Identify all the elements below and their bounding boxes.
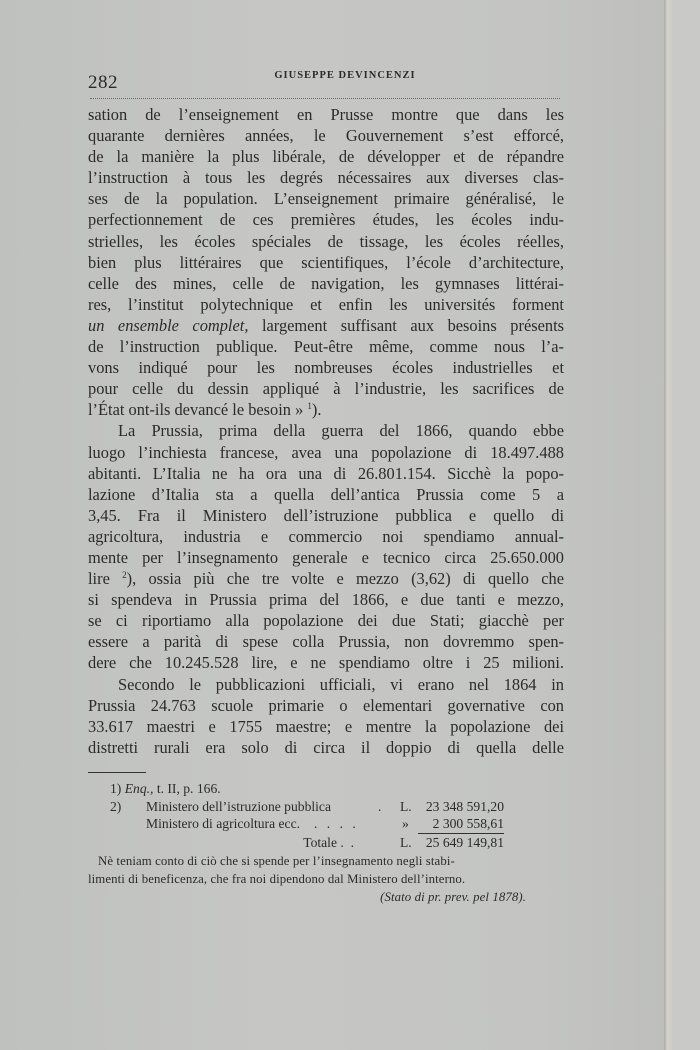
page-number: 282 bbox=[88, 72, 118, 93]
total-label-text: Totale . bbox=[303, 834, 344, 850]
text-line: si spendeva in Prussia prima del 1866, e due tanti e mezzo, bbox=[88, 590, 564, 610]
text-fragment: lire bbox=[88, 569, 123, 589]
footnote-2-table bbox=[88, 798, 564, 852]
italic-phrase: un ensemble complet, bbox=[88, 315, 249, 335]
text-line: strielles, les écoles spéciales de tissage, les écoles réelles, bbox=[88, 231, 564, 251]
currency: » bbox=[402, 815, 409, 831]
text-line: agricoltura, industria e commercio noi spendiamo annual- bbox=[88, 526, 564, 546]
expense-label: Ministero dell’istruzione pubblica bbox=[146, 798, 331, 814]
running-head: GIUSEPPE DEVINCENZI bbox=[274, 70, 416, 81]
page-header bbox=[88, 70, 562, 100]
body-text bbox=[88, 104, 564, 758]
text-line: l’instruction à tous les degrés nécessaires aux diverses clas- bbox=[88, 168, 564, 188]
footnote-note bbox=[88, 852, 564, 906]
note-source: (Stato di pr. prev. pel 1878). bbox=[380, 889, 526, 904]
text-line: abitanti. L’Italia ne ha ora una di 26.801.154. Sicchè la popo- bbox=[88, 463, 564, 483]
footnote-1 bbox=[88, 780, 564, 798]
text-fragment: ). bbox=[311, 400, 322, 420]
text-line: vons indiqué pour les nombreuses écoles industrielles et bbox=[88, 358, 564, 378]
footnote-abbrev: Enq., bbox=[124, 781, 154, 796]
leader-dots: . bbox=[350, 834, 354, 850]
expense-amount: 23 348 591,20 bbox=[425, 798, 504, 814]
note-line: limenti di beneficenza, che fra noi dipendono dal Ministero dell’interno. bbox=[88, 871, 466, 886]
note-line: Nè teniam conto di ciò che si spende per l’insegnamento negli stabi- bbox=[98, 853, 455, 868]
total-amount: 25 649 149,81 bbox=[425, 834, 504, 850]
expense-label: Ministero di agricoltura ecc. bbox=[146, 815, 301, 831]
footnote-text: t. II, p. 166. bbox=[153, 781, 221, 796]
footnotes bbox=[88, 780, 564, 906]
footnote-separator bbox=[88, 772, 146, 773]
text-line: 33.617 maestri e 1755 maestre; e mentre la popolazione dei bbox=[88, 716, 564, 736]
text-line: ses de la population. L’enseignement primaire généralisé, le bbox=[88, 189, 564, 209]
page-edge bbox=[664, 0, 672, 1050]
text-line: pour celle du dessin appliqué à l’industrie, les sacrifices de bbox=[88, 379, 564, 399]
text-line: se ci riportiamo alla popolazione dei due Stati; giacchè per bbox=[88, 611, 564, 631]
text-line: essere a parità di spese colla Prussia, non dovremmo spen- bbox=[88, 632, 564, 652]
footnote-ref-2[interactable]: 2 bbox=[122, 570, 127, 581]
text-fragment: l’État ont-ils devancé le besoin » bbox=[88, 400, 308, 420]
next-page-edge bbox=[672, 0, 700, 1050]
header-dotted-rule bbox=[90, 98, 560, 99]
total-label bbox=[303, 834, 354, 852]
text-line: bien plus littéraires que scientifiques, l’école d’architecture, bbox=[88, 252, 564, 272]
expense-amount: 2 300 558,61 bbox=[432, 815, 504, 831]
footnote-marker: 1) bbox=[110, 781, 122, 796]
text-line: luogo l’inchiesta francese, avea una popolazione di 18.497.488 bbox=[88, 442, 564, 462]
text-line: res, l’institut polytechnique et enfin les universités forment bbox=[88, 294, 564, 314]
text-line: 3,45. Fra il Ministero dell’istruzione pubblica e quello di bbox=[88, 505, 564, 525]
text-line: perfectionnement de ces premières études, les écoles indu- bbox=[88, 210, 564, 230]
leader-dots: . . . . bbox=[314, 815, 359, 831]
text-line: sation de l’enseignement en Prusse montre que dans les bbox=[88, 105, 564, 124]
text-line: La Prussia, prima della guerra del 1866, quando ebbe bbox=[118, 421, 564, 441]
text-fragment: largement suffisant aux besoins présents bbox=[248, 315, 564, 335]
text-line: Secondo le pubblicazioni ufficiali, vi erano nel 1864 in bbox=[118, 674, 564, 694]
footnote-ref-1[interactable]: 1 bbox=[307, 401, 312, 412]
text-line bbox=[88, 399, 564, 420]
currency: L. bbox=[400, 834, 412, 850]
text-line bbox=[88, 315, 564, 336]
paragraph-3 bbox=[88, 674, 564, 758]
text-line: Prussia 24.763 scuole primarie o elementari governative con bbox=[88, 695, 564, 715]
text-line: de la manière la plus libérale, de développer et de répandre bbox=[88, 147, 564, 167]
paragraph-2 bbox=[88, 420, 564, 673]
currency: L. bbox=[400, 798, 412, 814]
paragraph-1 bbox=[88, 104, 564, 420]
text-line: lazione d’Italia sta a quella dell’antica Prussia come 5 a bbox=[88, 484, 564, 504]
text-line bbox=[88, 568, 564, 589]
text-line: distretti rurali era solo di circa il doppio di quella delle bbox=[88, 737, 564, 757]
text-line: dere che 10.245.528 lire, e ne spendiamo oltre i 25 milioni. bbox=[88, 653, 564, 673]
text-line: mente per l’insegnamento generale e tecnico circa 25.650.000 bbox=[88, 547, 564, 567]
leader-dots: . bbox=[378, 798, 382, 814]
footnote-marker: 2) bbox=[110, 798, 122, 814]
text-fragment: ), ossia più che tre volte e mezzo (3,62) di quello che bbox=[126, 569, 564, 589]
text-line: de l’instruction publique. Peut-être même, comme nous l’a- bbox=[88, 337, 564, 357]
text-line: quarante dernières années, le Gouvernement s’est efforcé, bbox=[88, 126, 564, 146]
text-line: celle des mines, celle de navigation, les gymnases littérai- bbox=[88, 273, 564, 293]
